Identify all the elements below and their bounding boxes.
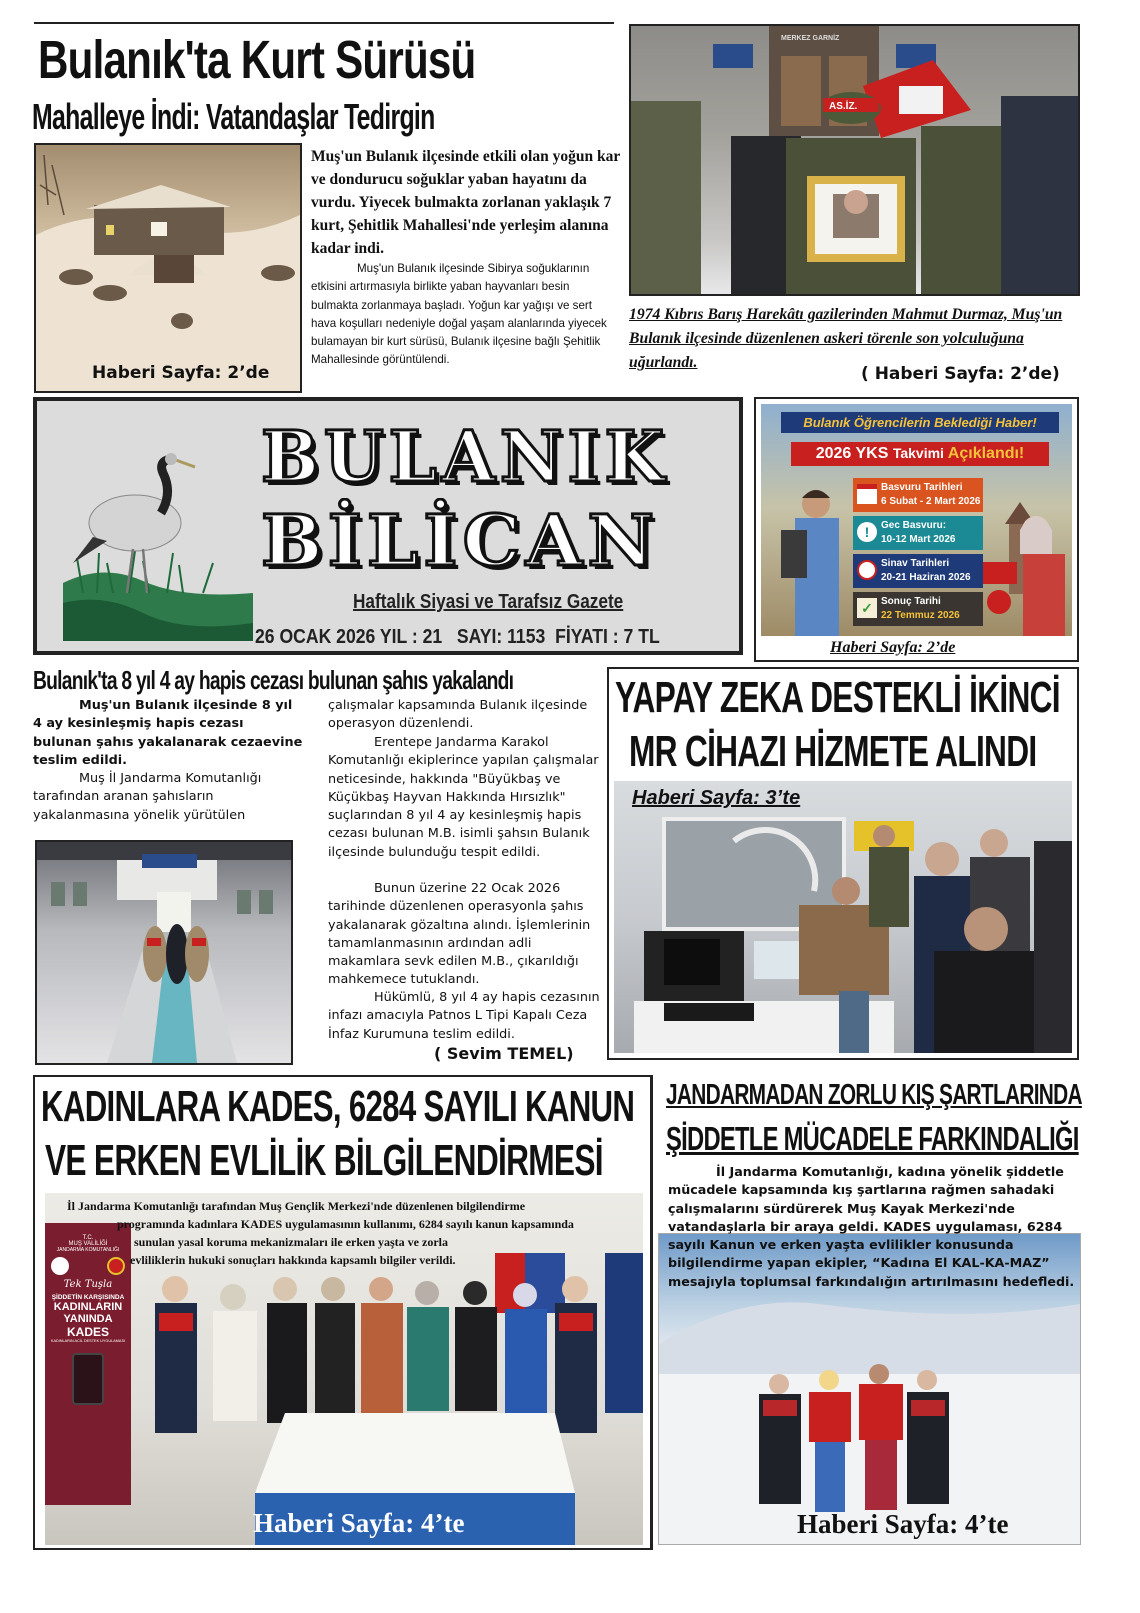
kades-group-art xyxy=(135,1253,643,1545)
kades-banner-l8: KADINLARIN ACİL DESTEK UYGULAMASI xyxy=(50,1339,126,1343)
alert-icon: ! xyxy=(857,522,877,542)
wolves-body: Muş'un Bulanık ilçesinde Sibirya soğuklarının etkisini artırmasıyla birlikte yaban hayvanları besin bulmakta zorlanmaya başladı. Yoğun kar yağışı ve sert hava koşulları nedeniyle doğal yaşam alanlarında yiyecek bulamayan bir kurt sürüsü, Bulanık ilçesine bağlı Şehitlik Mahallesinde görüntülendi. xyxy=(311,262,607,367)
masthead-date: 26 OCAK 2026 xyxy=(255,626,376,648)
veteran-page-ref: ( Haberi Sayfa: 2’de) xyxy=(861,364,1060,384)
winter-page-ref: Haberi Sayfa: 4’te xyxy=(797,1509,1009,1539)
yks-banner-top: Bulanık Öğrencilerin Beklediği Haber! xyxy=(781,412,1059,433)
arrest-headline: Bulanık'ta 8 yıl 4 ay hapis cezası bulunan şahıs yakalandı xyxy=(33,665,514,695)
masthead-issue-line xyxy=(255,626,660,649)
yks-item-3-value: 22 Temmuz 2026 xyxy=(881,610,960,621)
jandarma-emblem-icon xyxy=(107,1257,125,1275)
wolves-photo xyxy=(34,143,302,393)
yks-item-0-label: Basvuru Tarihleri xyxy=(881,482,963,493)
veteran-caption: 1974 Kıbrıs Barış Harekâtı gazilerinden Mahmut Durmaz, Muş'un Bulanık ilçesinde düzenlenen askeri törenle son yolculuğuna uğurlandı. xyxy=(629,306,1063,371)
helmet-text: AS.İZ. xyxy=(829,101,858,112)
kades-banner-l4: ŞİDDETİN KARŞISINDA xyxy=(51,1294,125,1301)
arrest-col1-p1: Muş İl Jandarma Komutanlığı tarafından aranan şahısların yakalanmasına yönelik yürütülen xyxy=(33,771,262,823)
kades-caption-l3: sunulan yasal koruma mekanizmaları ile erken yaşta ve zorla xyxy=(134,1235,448,1249)
wolves-headline-line1: Bulanık'ta Kurt Sürüsü xyxy=(38,30,476,90)
masthead-price: FİYATI : 7 TL xyxy=(555,626,660,648)
yks-item-2-value: 20-21 Haziran 2026 xyxy=(881,572,971,583)
building-sign-text: MERKEZ GARNİZ xyxy=(781,35,840,42)
arrest-col2-p1: çalışmalar kapsamında Bulanık ilçesinde operasyon düzenlendi. xyxy=(328,698,588,732)
yks-banner-main-c: Açıklandı! xyxy=(947,445,1025,462)
yks-banner-main-a: 2026 YKS xyxy=(815,445,889,462)
mr-photo-art xyxy=(614,781,1072,1053)
yks-banner-main-b: Takvimi xyxy=(892,445,944,461)
masthead-tagline: Haftalık Siyasi ve Tarafsız Gazete xyxy=(353,591,624,613)
masthead xyxy=(33,397,743,655)
winter-body: İl Jandarma Komutanlığı, kadına yönelik şiddetle mücadele kapsamında kış şartlarına rağmen sahadaki çalışmalarını sürdürerek Muş Kayak Merkezi'nde vatandaşlarla bir araya geldi. KADES uygulaması, 6284 sayılı Kanun ve erken yaşta evlilikler konusunda bilgilendirme yapan ekipler, “Kadına El KAL-KA-MAZ” mesajıyla toplumsal farkındalığın artırılmasını hedefledi. xyxy=(668,1164,1075,1289)
yks-item-1-value: 10-12 Mart 2026 xyxy=(881,534,956,545)
kades-box xyxy=(33,1075,653,1550)
kades-phone-icon xyxy=(72,1353,104,1405)
kades-headline-line2: VE ERKEN EVLİLİK BİLGİLENDİRMESİ xyxy=(45,1136,603,1185)
kades-banner-script: Tek Tuşla xyxy=(63,1279,113,1290)
masthead-year: YIL : 21 xyxy=(379,626,443,648)
kades-banner-l1: T.C. xyxy=(82,1235,94,1241)
winter-headline-line1: JANDARMADAN ZORLU KIŞ ŞARTLARINDA xyxy=(666,1079,1082,1111)
masthead-title-line1: BULANIK xyxy=(261,415,669,498)
yks-poster xyxy=(761,404,1072,636)
kades-banner-l2: MUŞ VALİLİĞİ xyxy=(68,1241,108,1247)
mr-box xyxy=(607,667,1079,1060)
wolves-page-ref: Haberi Sayfa: 2’de xyxy=(92,363,270,383)
mr-headline-line1: YAPAY ZEKA DESTEKLİ İKİNCİ xyxy=(615,673,1060,722)
yks-item-2-label: Sinav Tarihleri xyxy=(881,558,950,569)
arrest-col2-p3: Bunun üzerine 22 Ocak 2026 tarihinde düzenlenen operasyonla şahıs yakalanarak gözaltına alındı. İşlemlerinin tamamlanmasının ardından adli makamlara sevk edilen M.B., çıkarıldığı mahkemece tutuklandı. xyxy=(328,881,591,988)
kades-photo xyxy=(45,1193,643,1545)
kades-banner-l3: JANDARMA KOMUTANLIĞI xyxy=(56,1247,120,1253)
mr-headline-line2: MR CİHAZI HİZMETE ALINDI xyxy=(629,727,1037,776)
kades-headline-line1: KADINLARA KADES, 6284 SAYILI KANUN xyxy=(41,1082,635,1131)
crane-logo-icon xyxy=(63,453,253,641)
kades-banner-l5: KADINLARIN xyxy=(53,1301,123,1313)
kades-caption-l4: evliliklerin hukuki sonuçları hakkında kapsamlı bilgiler verildi. xyxy=(130,1253,456,1267)
kades-banner-l7: KADES xyxy=(66,1325,109,1339)
wolves-headline-line2: Mahalleye İndi: Vatandaşlar Tedirgin xyxy=(32,96,435,137)
wolves-lead: Muş'un Bulanık ilçesinde etkili olan yoğun kar ve dondurucu soğuklar yaban hayatını da vurdu. Yiyecek bulmakta zorlanan yaklaşık 7 kurt, Şehitlik Mahallesi'nde yerleşim alanına kadar indi. xyxy=(311,148,620,257)
funeral-photo xyxy=(629,24,1080,296)
masthead-issue: SAYI: 1153 xyxy=(456,626,546,648)
mr-photo xyxy=(614,781,1072,1053)
arrest-author: ( Sevim TEMEL) xyxy=(434,1044,574,1063)
kades-banner-l6: YANINDA xyxy=(63,1313,113,1325)
kades-caption-l1: İl Jandarma Komutanlığı tarafından Muş Gençlik Merkezi'nde düzenlenen bilgilendirme xyxy=(67,1199,526,1213)
arrest-lead: Muş'un Bulanık ilçesinde 8 yıl 4 ay kesinleşmiş hapis cezası bulunan şahıs yakalanarak cezaevine teslim edildi. xyxy=(33,698,303,768)
wolves-photo-art xyxy=(36,145,300,391)
arrest-col2-p4: Hükümlü, 8 yıl 4 ay hapis cezasının infazı amacıyla Patnos L Tipi Kapalı Ceza İnfaz Kurumuna teslim edildi. xyxy=(328,990,600,1042)
yks-students-art xyxy=(761,484,1072,636)
kades-emblems xyxy=(45,1253,131,1279)
kades-caption-l2: programında kadınlara KADES uygulamasının kullanımı, 6284 sayılı kanun kapsamında xyxy=(117,1217,574,1231)
yks-box xyxy=(754,397,1079,662)
funeral-photo-art xyxy=(631,26,1078,294)
mr-page-ref: Haberi Sayfa: 3’te xyxy=(632,787,801,809)
arrest-col2-p2: Erentepe Jandarma Karakol Komutanlığı ekiplerince yapılan çalışmalar neticesinde, hakkında "Büyükbaş ve Küçükbaş Hayvan Hakkında Hırsızlık" suçlarından 8 yıl 4 ay kesinleşmiş hapis cezası bulunan M.B. isimli şahsın Bulanık ilçesinde bulunduğu tespit edildi. xyxy=(328,735,599,860)
top-rule xyxy=(34,22,614,24)
kades-rollup-banner xyxy=(45,1223,131,1505)
valilik-emblem-icon xyxy=(51,1257,69,1275)
yks-item-1-label: Gec Basvuru: xyxy=(881,520,947,531)
yks-item-3-label: Sonuç Tarihi xyxy=(881,596,941,607)
kades-page-ref: Haberi Sayfa: 4’te xyxy=(253,1508,465,1538)
yks-banner-main xyxy=(791,442,1049,466)
winter-headline-line2: ŞİDDETLE MÜCADELE FARKINDALIĞI xyxy=(666,1120,1079,1157)
checklist-icon: ✓ xyxy=(857,598,877,618)
yks-item-0-value: 6 Subat - 2 Mart 2026 xyxy=(881,496,981,507)
masthead-title-line2: BİLİCAN xyxy=(261,499,660,582)
arrest-photo xyxy=(35,840,293,1065)
arrest-photo-art xyxy=(37,842,291,1063)
yks-page-ref: Haberi Sayfa: 2’de xyxy=(830,639,956,656)
